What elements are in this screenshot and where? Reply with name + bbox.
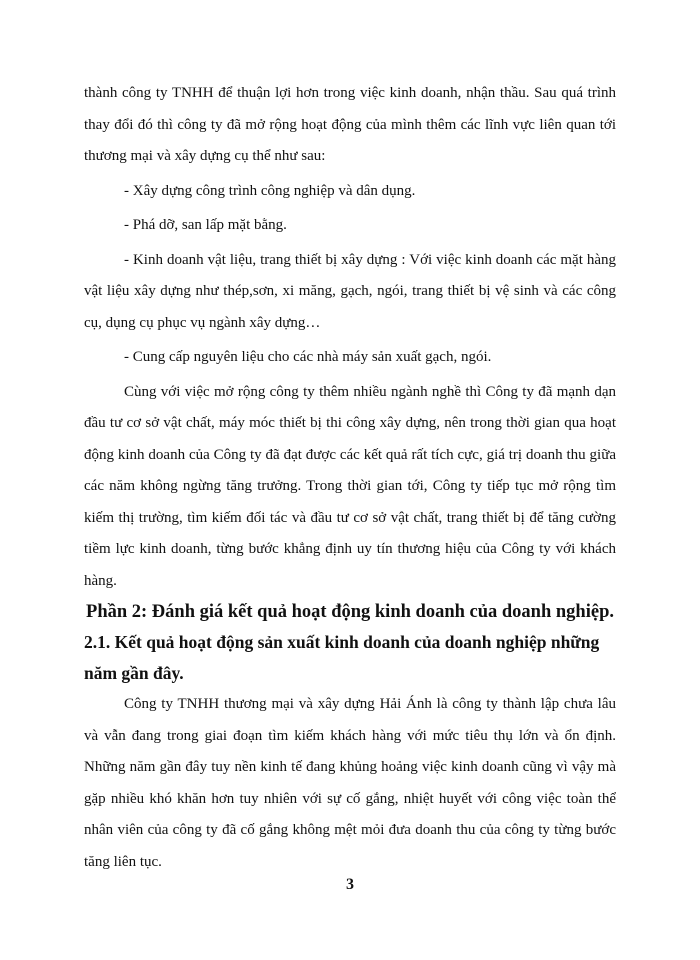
page-number: 3 (346, 876, 354, 893)
list-item: - Phá dỡ, san lấp mặt bằng. (124, 217, 287, 233)
section-heading: Phần 2: Đánh giá kết quả hoạt động kinh doanh của doanh nghiệp. (86, 602, 614, 622)
list-item: - Xây dựng công trình công nghiệp và dân dụng. (124, 182, 416, 199)
document-page (84, 78, 616, 878)
expansion-paragraph: Cùng với việc mở rộng công ty thêm nhiều ngành nghề thì Công ty đã mạnh dạn đầu tư cơ sở vật chất, máy móc thiết bị thi công xây dựng, nên trong thời gian qua hoạt động kinh doanh của Công ty đã đạt được các kết quả rất tích cực, giá trị doanh thu giữa các năm không ngừng tăng trưởng. Trong thời gian tới, Công ty tiếp tục mở rộng tìm kiếm thị trường, tìm kiếm đối tác và đầu tư cơ sở vật chất, trang thiết bị để tăng cường tiềm lực kinh doanh, từng bước khẳng định uy tín thương hiệu của Công ty với khách hàng. (84, 383, 616, 589)
list-item: - Kinh doanh vật liệu, trang thiết bị xây dựng : Với việc kinh doanh các mặt hàng vật liệu xây dựng như thép,sơn, xi măng, gạch, ngói, trang thiết bị vệ sinh và các công cụ, dụng cụ phục vụ ngành xây dựng… (84, 251, 616, 331)
intro-paragraph: thành công ty TNHH để thuận lợi hơn trong việc kinh doanh, nhận thầu. Sau quá trình thay đổi đó thì công ty đã mở rộng hoạt động của mình thêm các lĩnh vực liên quan tới thương mại và xây dựng cụ thể như sau: (84, 85, 616, 164)
results-paragraph: Công ty TNHH thương mại và xây dựng Hải Ánh là công ty thành lập chưa lâu và vẫn đang trong giai đoạn tìm kiếm khách hàng với mức tiêu thụ lớn và ổn định. Những năm gần đây tuy nền kinh tế đang khủng hoảng việc kinh doanh cũng vì vậy mà gặp nhiều khó khăn hơn tuy nhiên với sự cố gắng, nhiệt huyết với công việc toàn thể nhân viên của công ty đã cố gắng không mệt mỏi đưa doanh thu của công ty từng bước tăng liên tục. (84, 696, 616, 870)
list-item: - Cung cấp nguyên liệu cho các nhà máy sản xuất gạch, ngói. (124, 349, 492, 365)
subsection-heading: 2.1. Kết quả hoạt động sản xuất kinh doanh của doanh nghiệp những năm gần đây. (84, 632, 600, 683)
